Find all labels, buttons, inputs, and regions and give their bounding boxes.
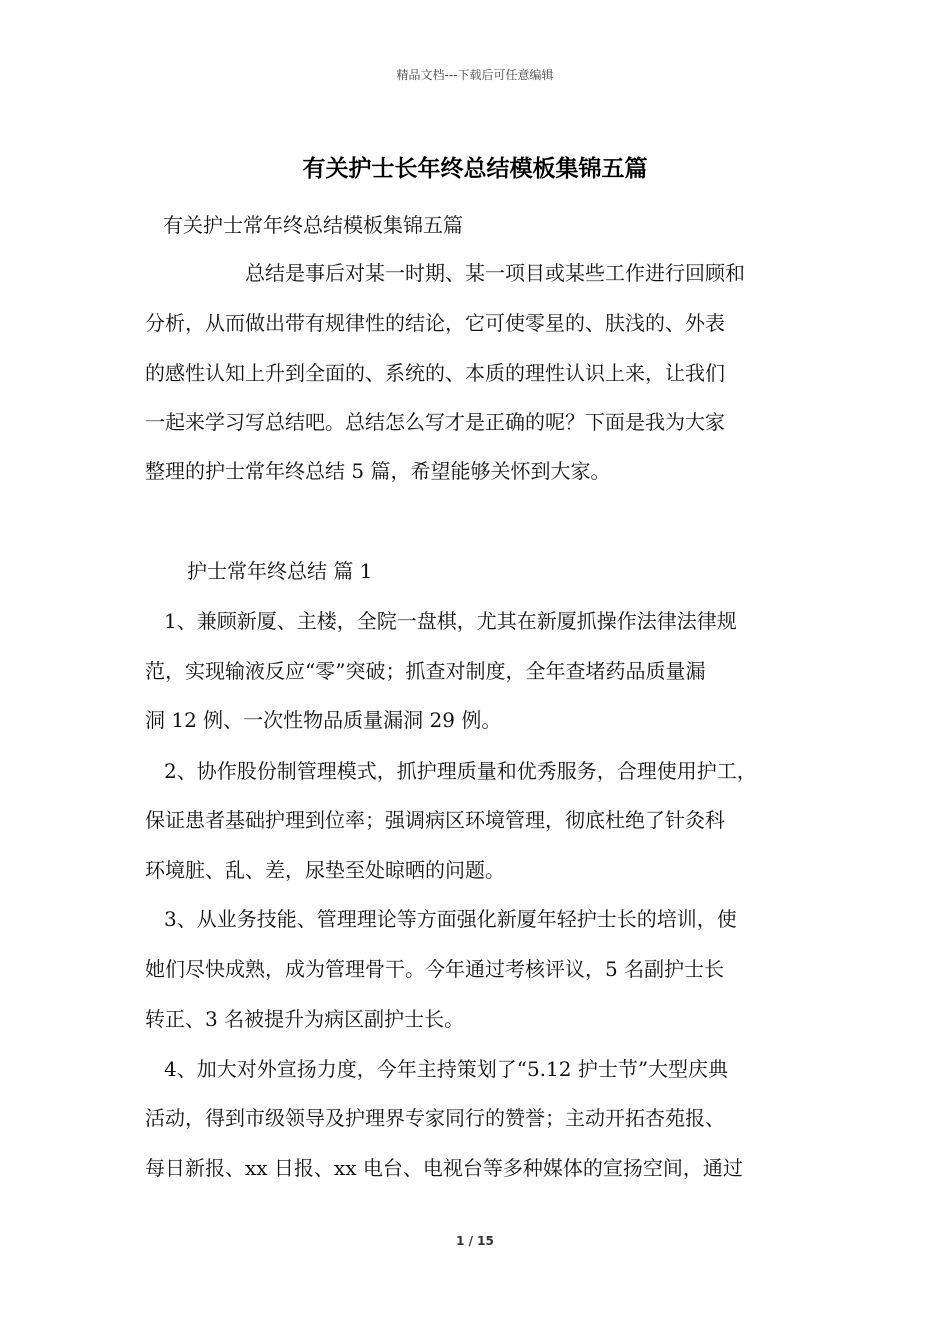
subtitle-line: 有关护士常年终总结模板集锦五篇 xyxy=(163,213,463,237)
paragraph-line: 她们尽快成熟，成为管理骨干。今年通过考核评议，5 名副护士长 xyxy=(145,957,725,981)
section-heading: 护士常年终总结 篇 1 xyxy=(187,559,373,583)
paragraph-line: 一起来学习写总结吧。总结怎么写才是正确的呢？下面是我为大家 xyxy=(145,410,725,434)
paragraph-line: 总结是事后对某一时期、某一项目或某些工作进行回顾和 xyxy=(245,261,745,285)
paragraph-line: 分析，从而做出带有规律性的结论，它可使零星的、肤浅的、外表 xyxy=(145,311,725,335)
paragraph-line: 保证患者基础护理到位率；强调病区环境管理，彻底杜绝了针灸科 xyxy=(145,808,725,832)
paragraph-line: 转正、3 名被提升为病区副护士长。 xyxy=(145,1007,465,1031)
paragraph-line: 的感性认知上升到全面的、系统的、本质的理性认识上来，让我们 xyxy=(145,361,725,385)
paragraph-line: 环境脏、乱、差，尿垫至处晾晒的问题。 xyxy=(145,858,505,882)
paragraph-line: 3、从业务技能、管理理论等方面强化新厦年轻护士长的培训，使 xyxy=(164,907,737,931)
page-number: 1 / 15 xyxy=(456,1234,494,1248)
paragraph-line: 2、协作股份制管理模式，抓护理质量和优秀服务，合理使用护工， xyxy=(164,759,757,783)
paragraph-line: 4、加大对外宣扬力度，今年主持策划了“5.12 护士节”大型庆典 xyxy=(164,1057,729,1081)
paragraph-line: 每日新报、xx 日报、xx 电台、电视台等多种媒体的宣扬空间，通过 xyxy=(145,1156,743,1180)
paragraph-line: 洞 12 例、一次性物品质量漏洞 29 例。 xyxy=(145,708,502,732)
document-title: 有关护士长年终总结模板集锦五篇 xyxy=(302,156,648,182)
paragraph-line: 1、兼顾新厦、主楼，全院一盘棋，尤其在新厦抓操作法律法律规 xyxy=(164,609,737,633)
paragraph-line: 整理的护士常年终总结 5 篇，希望能够关怀到大家。 xyxy=(145,459,611,483)
page-header: 精品文档---下载后可任意编辑 xyxy=(396,68,554,82)
paragraph-line: 范，实现输液反应“零”突破；抓查对制度，全年查堵药品质量漏 xyxy=(145,659,706,683)
paragraph-line: 活动，得到市级领导及护理界专家同行的赞誉；主动开拓杏苑报、 xyxy=(145,1106,725,1130)
